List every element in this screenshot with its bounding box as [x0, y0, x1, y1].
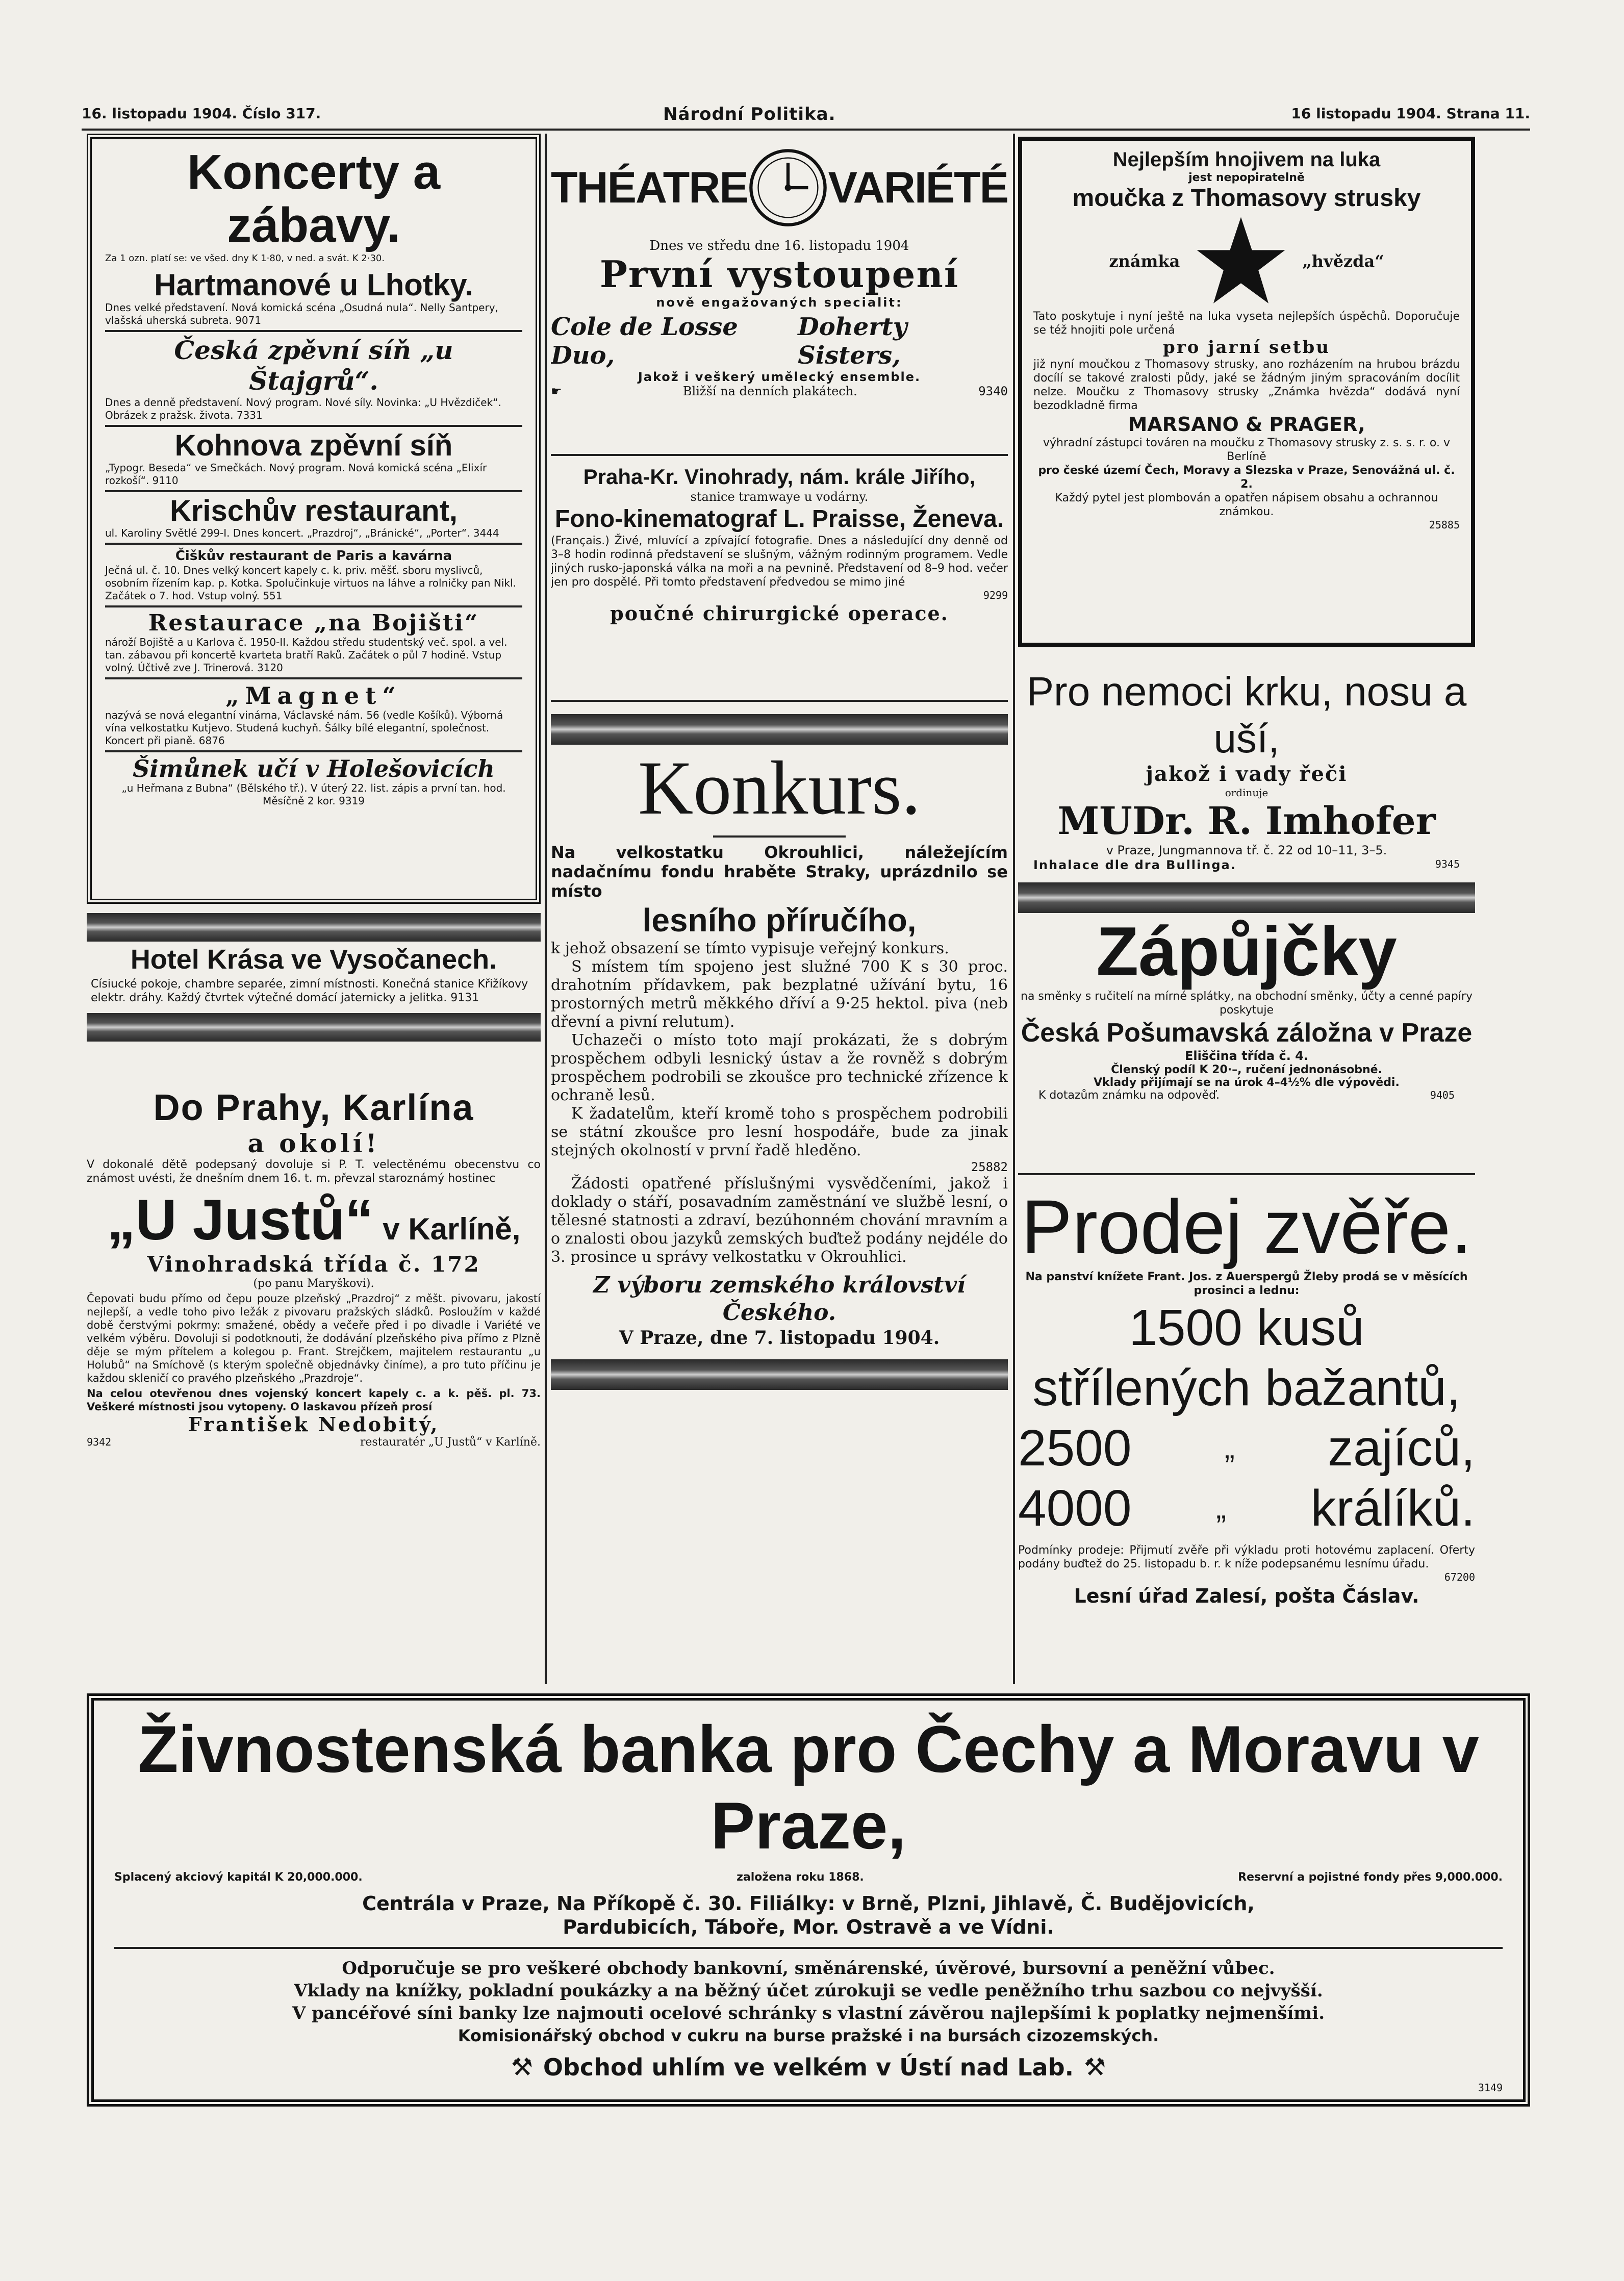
game-ad — [1018, 1183, 1475, 1678]
justu-signature: František Nedobitý, — [188, 1413, 440, 1436]
loans-p1: na směnky s ručitelí na mírné splátky, na obchodní směnky, účty a cenné papíry poskytuje — [1021, 990, 1473, 1017]
concert-item — [105, 682, 522, 747]
clock-icon — [748, 137, 828, 239]
header-center: Národní Politika. — [663, 104, 836, 124]
concert-text: Dnes a denně představení. Nový program. Nové síly. Novinka: „U Hvězdiček“. Obrázek z pražsk. života. 7331 — [105, 396, 501, 421]
variete-date: Dnes ve středu dne 16. listopadu 1904 — [649, 238, 909, 254]
concert-name: Čiškův restaurant de Paris a kavárna — [175, 548, 452, 564]
game-title: Prodej zvěře. — [1021, 1184, 1472, 1270]
konkurs-p1: k jehož obsazení se tímto vypisuje veřejný konkurs. — [551, 940, 949, 957]
imhofer-doctor: MUDr. R. Imhofer — [1057, 799, 1436, 843]
variete-ad — [551, 137, 1008, 443]
concert-item — [105, 269, 522, 327]
game-row3-q: „ — [1216, 1491, 1227, 1525]
justu-body: Čepovati budu přímo od čepu pouze plzeňský „Prazdroj“ z měšt. pivovaru, jakostí nejlepší, a vedle toho pivo ležák z pivovaru pražských sládků. Posloužím v každé době čerstvými pokrmy: smažené, obědy a večeře před i po divadle i Variété ve velkém výběru. Dovoluji si podotknouti, že dodávání plzeňského piva přímo z Plzně děje se mým přítelem a kolegou p. Frant. Strejčkem, majitelem restaurantu „u Holubů“ na Smíchově (s kterým společně objednávky činíme), a pro tuto příčinu je každou skleničí co pravého plzeňského „Prazdroje“. — [87, 1292, 541, 1384]
konkurs-code: 25882 — [971, 1160, 1008, 1174]
justu-note2: Na celou otevřenou dnes vojenský koncert kapely c. a k. pěš. pl. 73. Veškeré místnosti jsou vytopeny. O laskavou přízeň prosí — [87, 1387, 541, 1413]
loans-code: 9405 — [1430, 1089, 1455, 1101]
imhofer-headline: Pro nemoci krku, nosu a uší, — [1026, 669, 1467, 761]
concert-text: nároží Bojiště a u Karlova č. 1950-II. Každou středu studentský več. spol. a vel. tan. zábavou při koncertě kvarteta bratří Raků. Začátek o půl 7 hodině. Vstup volný. Účtivě zve J. Trinerová. 3120 — [105, 636, 508, 674]
thomas-p5: Každý pytel jest plombován a opatřen nápisem obsahu a ochrannou známkou. — [1055, 492, 1438, 518]
thomas-code: 25885 — [1429, 519, 1460, 531]
concert-item — [105, 430, 522, 487]
konkurs-p3: Uchazeči o místo toto mají prokázati, že s dobrým prospěchem odbyli lesnický ústav a že rovněž s dobrým prospěchem podrobili se zkoušce pro technické zřízence k ochraně lesů. — [551, 1031, 1008, 1104]
konkurs-lead: Na velkostatku Okrouhlici, náležejícím nadačnímu fondu hraběte Straky, uprázdnilo se místo — [551, 843, 1008, 901]
star-icon — [1195, 215, 1287, 307]
concert-item — [105, 755, 522, 807]
thomas-p3: výhradní zástupci továren na moučku z Thomasovy strusky z. s. s. r. o. v Berlíně — [1043, 437, 1450, 463]
concerts-box — [87, 134, 541, 904]
header-rule — [82, 129, 1530, 132]
hotel-text: Císiucké pokoje, chambre separée, zimní místnosti. Konečná stanice Křižíkovy elektr. dráhy. Každý čtvrtek výtečné domácí jaternicky a jelitka. 9131 — [91, 978, 528, 1004]
variete-left: THÉATRE — [551, 163, 748, 212]
game-terms: Podmínky prodeje: Přijmutí zvěře při výkladu proti hotovému zaplacení. Oferty podány buďtež do 25. listopadu b. r. k níže podepsanému lesnímu úřadu. — [1018, 1544, 1475, 1570]
loans-reply: K dotazům známku na odpověď. — [1038, 1089, 1220, 1102]
bank-p1: Odporučuje se pro veškeré obchody bankovní, směnárenské, úvěrové, bursovní a peněžní vůbec. — [342, 1958, 1275, 1979]
concert-name: Kohnova zpěvní síň — [174, 429, 453, 462]
kino-code: 9299 — [983, 589, 1008, 601]
variete-code: 9340 — [978, 384, 1008, 398]
variete-act1: Cole de Losse Duo, — [551, 313, 738, 370]
concert-item — [105, 335, 522, 422]
justu-sig-role: restauratér „U Justů“ v Karlíně. — [360, 1436, 541, 1449]
loans-ad — [1018, 882, 1475, 1168]
justu-headline1: Do Prahy, Karlína — [153, 1087, 474, 1128]
concert-name: Šimůnek učí v Holešovicích — [133, 755, 495, 782]
concert-name: „Magnet“ — [225, 682, 402, 709]
kino-title: Praha-Kr. Vinohrady, nám. krále Jiřího, — [583, 465, 976, 489]
column-rule-2 — [1013, 134, 1015, 1684]
loans-title: Zápůjčky — [1096, 913, 1397, 990]
game-row2-n: 2500 — [1018, 1420, 1132, 1477]
variete-right: VARIÉTÉ — [828, 163, 1008, 212]
game-row3-w: králíků. — [1310, 1480, 1475, 1537]
kino-last: poučné chirurgické operace. — [610, 602, 949, 625]
concert-name: Česká zpěvní síň „u Štajgrů“. — [174, 335, 453, 396]
hotel-ad — [87, 913, 541, 1081]
hand-icon: ☛ — [551, 384, 562, 398]
variete-act2: Doherty Sisters, — [798, 313, 907, 370]
bank-coal: Obchod uhlím ve velkém v Ústí nad Lab. — [543, 2054, 1074, 2081]
game-row1: 1500 kusů střílených bažantů, — [1032, 1299, 1461, 1416]
justu-owner-note: (po panu Maryškovi). — [253, 1277, 374, 1290]
header-right: 16 listopadu 1904. Strana 11. — [1291, 105, 1530, 122]
justu-ad — [87, 1086, 541, 1673]
variete-sub: nově engažovaných specialit: — [656, 295, 903, 310]
concert-name: Hartmanové u Lhotky. — [154, 268, 473, 302]
thomas-p4: pro české území Čech, Moravy a Slezska v Praze, Senovážná ul. č. 2. — [1038, 464, 1455, 491]
game-code: 67200 — [1444, 1571, 1475, 1583]
concert-text: Ječná ul. č. 10. Dnes velký koncert kapely c. k. priv. měšť. sboru myslivců, osobním řízením kap. p. Kotka. Spolučinkuje virtuos na láhve a rolničky pan Nikl. Začátek o 7. hod. Vstup volný. 551 — [105, 564, 516, 602]
konkurs-p4: K žadatelům, kteří kromě toho s prospěchem podrobili se státní zkoušce pro lesní hospodáře, bude za jinak stejných okolností v první řadě hleděno. — [551, 1105, 1008, 1159]
kino-text: (Français.) Živé, mluvící a zpívající fotografie. Dnes a následující dny denně od 3–8 hodin rodinná představení se slušným, vážným rodinným programem. Vedle jiných rusko-japonská válka na moři a na pevnině. Představení od 8–9 hod. večer jen pro dospělé. Při tomto představení předvedou se mimo jiné — [551, 535, 1008, 589]
thomas-ad — [1018, 137, 1475, 647]
thomas-brand-l: známka — [1109, 251, 1180, 271]
justu-address: Vinohradská třída č. 172 — [147, 1252, 480, 1277]
concert-name: Krischův restaurant, — [169, 494, 458, 527]
thomas-p1: Tato poskytuje i nyní ještě na luka vyseta nejlepších úspěchů. Doporučuje se též hnojiti pole určená — [1033, 310, 1460, 337]
konkurs-signed: Z výboru zemského království Českého. — [593, 1272, 966, 1326]
thomas-brand-r: „hvězda“ — [1302, 251, 1384, 271]
loans-capital: Členský podíl K 20·–, ručení jednonásobné. — [1111, 1063, 1382, 1076]
game-lead: Na panství knížete Frant. Jos. z Auerspergů Žleby prodá se v měsících prosinci a lednu: — [1025, 1271, 1468, 1297]
concert-item — [105, 548, 522, 602]
thomas-firm: MARSANO & PRAGER, — [1128, 413, 1365, 436]
loans-street: Eliščina třída č. 4. — [1184, 1049, 1308, 1063]
kino-ad — [551, 464, 1008, 689]
bank-central: Centrála v Praze, Na Příkopě č. 30. Filiálky: v Brně, Plzni, Jihlavě, Č. Budějovicích, — [362, 1892, 1255, 1915]
hotel-title: Hotel Krása ve Vysočanech. — [130, 944, 497, 975]
konkurs-dateline: V Praze, dne 7. listopadu 1904. — [619, 1327, 940, 1349]
bank-reserve: Reservní a pojistné fondy přes 9,000.000. — [1238, 1871, 1503, 1884]
concert-text: „u Heřmana z Bubna“ (Bělského tř.). V úterý 22. list. zápis a první tan. hod. Měsíčně 2 kor. 9319 — [121, 782, 506, 807]
page-header — [82, 102, 1530, 128]
thomas-p2: již nyní moučkou z Thomasovy strusky, ano rozházením na hrubou brázdu docílí se takové zralosti půdy, jaké se žádným jiným spracováním docílit nelze. Moučku z Thomasovy strusky „Známka hvězda“ dodává nyní bezodkladně firma — [1033, 358, 1460, 412]
imhofer-code: 9345 — [1435, 858, 1460, 870]
crossed-hammers-icon: ⚒ — [511, 2053, 533, 2082]
concert-text: nazývá se nová elegantní vinárna, Václavské nám. 56 (vedle Košíků). Výborná vína velkostatku Kutjevo. Studená kuchyň. Šálky bílé elegantní, společnost. Koncert při pianě. 6876 — [105, 709, 503, 747]
game-row2-w: zajíců, — [1327, 1420, 1475, 1477]
bank-p3: V pancéřové síni banky lze najmouti ocelové schránky s vlastní závěrou najlepšími k poplatky nejmenšími. — [292, 2003, 1325, 2023]
variete-ensemble: Jakož i veškerý umělecký ensemble. — [638, 370, 921, 384]
justu-name: „U Justů“ — [107, 1188, 374, 1252]
bank-founded: založena roku 1868. — [737, 1871, 864, 1884]
imhofer-inhal: Inhalace dle dra Bullinga. — [1033, 858, 1236, 872]
concert-item — [105, 611, 522, 674]
konkurs-title: Konkurs. — [638, 746, 921, 830]
thomas-sub: jest nepopiratelně — [1188, 171, 1305, 184]
justu-headline2: a okolí! — [247, 1128, 380, 1158]
imhofer-address: v Praze, Jungmannova tř. č. 22 od 10–11, 3–5. — [1106, 843, 1387, 857]
bank-ad — [87, 1693, 1530, 2107]
konkurs-position: lesního příručího, — [642, 902, 917, 939]
imhofer-ordinuje: ordinuje — [1225, 787, 1268, 799]
kino-subtitle: stanice tramwaye u vodárny. — [690, 490, 869, 504]
header-left: 16. listopadu 1904. Číslo 317. — [82, 105, 321, 122]
konkurs-p5: Žádosti opatřené příslušnými vysvědčeními, jakož i doklady o stáří, posavadním zaměstnání ve službě lesní, o tělesné statnosti a zdraví, bezúhonném chování mravním a o znalosti obou jazyků zemských buďtež podány nejdéle do 3. prosince u správy velkostatku v Okrouhlici. — [551, 1175, 1008, 1266]
konkurs-ad — [551, 714, 1008, 1673]
bank-title: Živnostenská banka pro Čechy a Moravu v Praze, — [138, 1712, 1479, 1863]
concert-text: ul. Karoliny Světlé 299-I. Dnes koncert. „Prazdroj“, „Bránické“, „Porter“. 3444 — [105, 527, 499, 539]
game-sign: Lesní úřad Zalesí, pošta Čáslav. — [1074, 1585, 1419, 1607]
concerts-title: Koncerty a zábavy. — [187, 145, 441, 252]
concert-text: Dnes velké představení. Nová komická scéna „Osudná nula“. Nelly Santpery, vlašská uherská subreta. 9071 — [105, 301, 498, 326]
imhofer-sub: jakož i vady řeči — [1146, 762, 1348, 786]
bank-capital: Splacený akciový kapitál K 20,000.000. — [114, 1871, 363, 1884]
bank-p4: Komisionářský obchod v cukru na burse pražské i na bursách cizozemských. — [458, 2026, 1159, 2045]
justu-intro: V dokonalé dětě podepsaný dovoluje si P. T. velectěnému obecenstvu co známost uvésti, že dnešním dnem 16. t. m. převzal staroznámý hostinec — [87, 1158, 541, 1185]
loans-bank: Česká Pošumavská záložna v Praze — [1021, 1018, 1473, 1048]
game-row3-n: 4000 — [1018, 1480, 1132, 1537]
concerts-note: Za 1 ozn. platí se: ve všed. dny K 1·80, v ned. a svát. K 2·30. — [105, 253, 385, 264]
thomas-spring: pro jarní setbu — [1163, 337, 1330, 358]
game-row2-q: „ — [1224, 1431, 1235, 1465]
thomas-headline: moučka z Thomasovy strusky — [1072, 185, 1421, 212]
column-rule-1 — [545, 134, 547, 1684]
concert-item — [105, 495, 522, 540]
justu-code: 9342 — [87, 1436, 112, 1448]
imhofer-ad — [1018, 668, 1475, 877]
concert-name: Restaurace „na Bojišti“ — [148, 610, 479, 636]
konkurs-p2: S místem tím spojeno jest služné 700 K s 30 proc. drahotním přídavkem, pak bezplatné užívání bytu, 16 prostorných metrů měkkého dříví a 9·25 hektol. piva (neb dřevní a pivní relutum). — [551, 958, 1008, 1031]
loans-deposits: Vklady přijímají se na úrok 4–4½% dle výpovědi. — [1094, 1076, 1400, 1089]
bank-central2: Pardubicích, Táboře, Mor. Ostravě a ve Vídni. — [563, 1916, 1054, 1938]
bank-p2: Vklady na knížky, pokladní poukázky a na běžný účet zúrokuji se vedle peněžního trhu sazbou co nejvyšší. — [294, 1981, 1323, 2001]
thomas-title: Nejlepším hnojivem na luka — [1112, 148, 1381, 171]
variete-more: Bližší na denních plakátech. — [682, 384, 857, 398]
justu-place: v Karlíně, — [383, 1212, 521, 1246]
crossed-hammers-icon: ⚒ — [1084, 2053, 1106, 2082]
concert-text: „Typogr. Beseda“ ve Smečkách. Nový program. Nová komická scéna „Elixír rozkoší“. 9110 — [105, 462, 487, 487]
kino-name: Fono-kinematograf L. Praisse, Ženeva. — [554, 505, 1004, 533]
bank-code: 3149 — [1478, 2082, 1503, 2094]
variete-headline: První vystoupení — [599, 252, 959, 296]
